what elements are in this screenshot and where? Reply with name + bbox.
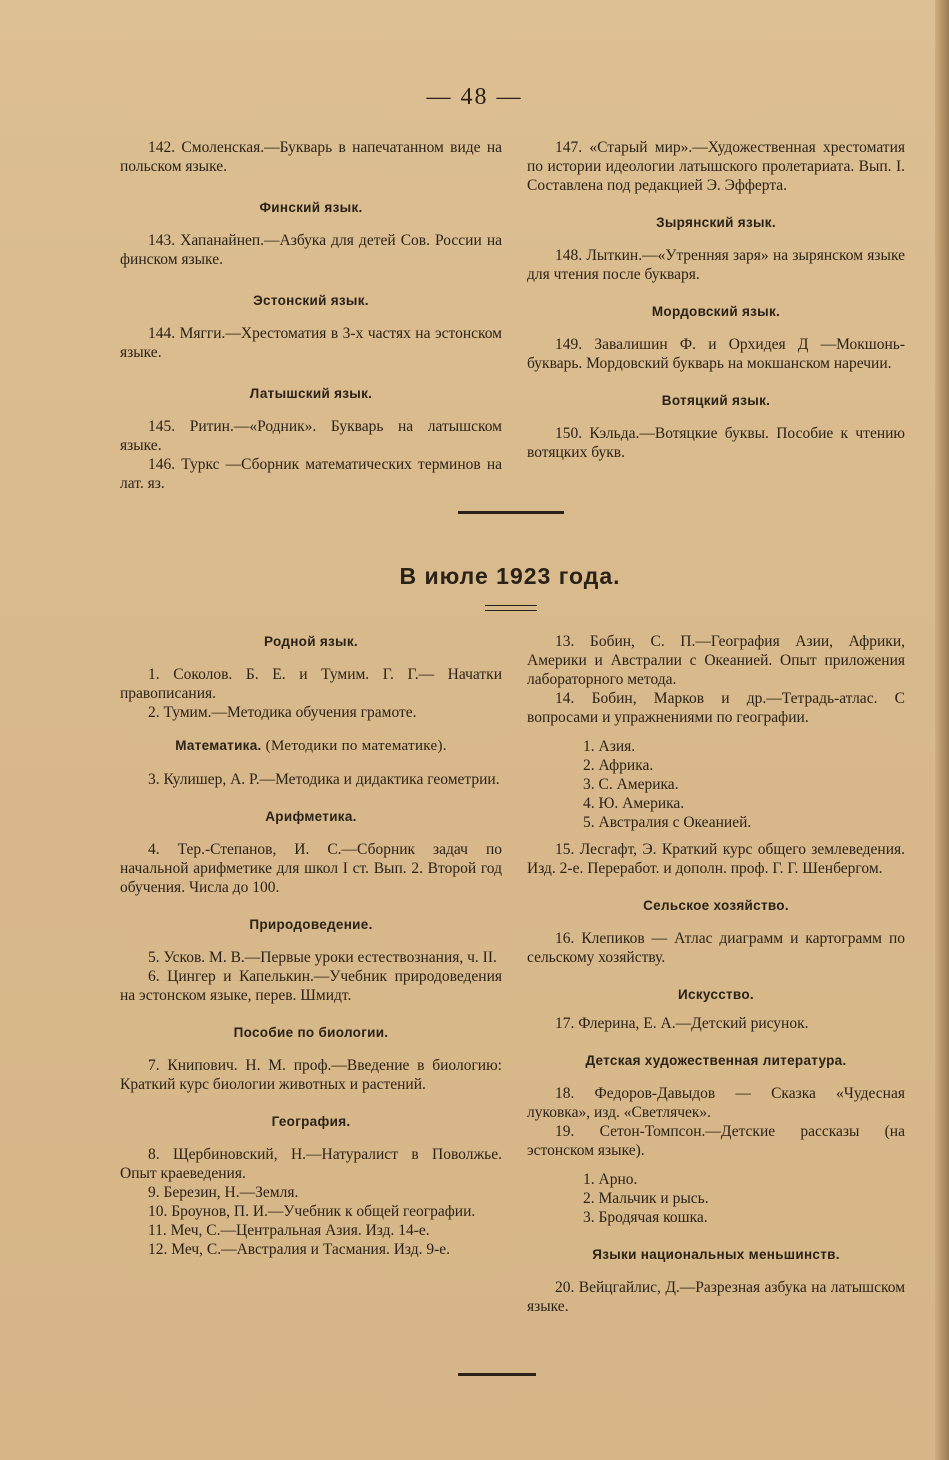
entry-7: 7. Книпович. Н. М. проф.—Введение в биологию: Краткий курс биологии животных и растений. (120, 1057, 502, 1093)
heading-agriculture: Сельское хозяйство. (643, 898, 789, 913)
entry-15: 15. Лесгафт, Э. Краткий курс общего землеведения. Изд. 2-е. Переработ. и дополн. проф. Г. Г. Шенбергом. (527, 841, 905, 877)
heading-biology: Пособие по биологии. (233, 1025, 389, 1040)
heading-mordvin: Мордовский язык. (651, 304, 781, 319)
list-item: 2. Африка. (583, 757, 654, 774)
bottom-right-column (527, 632, 905, 1316)
heading-arithmetic: Арифметика. (265, 809, 357, 824)
entry-143: 143. Хапанайнеп.—Азбука для детей Сов. России на финском языке. (120, 232, 502, 268)
list-item: 4. Ю. Америка. (583, 795, 685, 812)
entry-1: 1. Соколов. Б. Е. и Тумим. Г. Г.— Начатки правописания. (120, 666, 502, 702)
entry-17: 17. Флерина, Е. А.—Детский рисунок. (555, 1015, 809, 1032)
list-item: 3. С. Америка. (583, 776, 679, 793)
entry-2: 2. Тумим.—Методика обучения грамоте. (148, 704, 417, 721)
entry-16: 16. Клепиков — Атлас диаграмм и картограмм по сельскому хозяйству. (527, 930, 905, 966)
top-left-column (120, 138, 502, 493)
entry-6: 6. Цингер и Капелькин.—Учебник природоведения на эстонском языке, перев. Шмидт. (120, 968, 502, 1004)
entry-14: 14. Бобин, Марков и др.—Тетрадь-атлас. С вопросами и упражнениями по географии. (527, 690, 905, 726)
entry-147: 147. «Старый мир».—Художественная хрестоматия по истории идеологии латышского пролетариата. Вып. I. Составлена под редакцией Э. Эфферта. (527, 139, 905, 194)
title-underline-1 (485, 605, 537, 606)
entry-11: 11. Меч, С.—Центральная Азия. Изд. 14-е. (148, 1222, 430, 1239)
heading-native-language: Родной язык. (264, 634, 358, 649)
entry-5: 5. Усков. М. В.—Первые уроки естествознания, ч. II. (148, 949, 497, 966)
entry-19-list (527, 1170, 905, 1227)
entry-148: 148. Лыткин.—«Утренняя заря» на зырянском языке для чтения после букваря. (527, 247, 905, 283)
heading-mathematics-bold: Математика. (175, 738, 262, 753)
entry-12: 12. Меч, С.—Австралия и Тасмания. Изд. 9-е. (148, 1241, 451, 1258)
section-divider-top (458, 511, 564, 514)
entry-18: 18. Федоров-Давыдов — Сказка «Чудесная луковка», изд. «Светлячек». (527, 1085, 905, 1121)
entry-14-list (527, 737, 905, 832)
page-number: — 48 — (426, 84, 523, 110)
title-underline-2 (485, 610, 537, 611)
heading-zyryan: Зырянский язык. (656, 215, 776, 230)
list-item: 1. Арно. (583, 1171, 638, 1188)
page-edge (935, 0, 949, 1460)
entry-145: 145. Ритин.—«Родник». Букварь на латышском языке. (120, 418, 502, 454)
heading-finnish: Финский язык. (259, 200, 363, 215)
section-divider-bottom (458, 1373, 536, 1376)
heading-art: Искусство. (678, 987, 754, 1002)
entry-144: 144. Мягги.—Хрестоматия в 3-х частях на эстонском языке. (120, 325, 502, 361)
heading-mathematics (120, 736, 502, 756)
list-item: 2. Мальчик и рысь. (583, 1190, 709, 1207)
heading-mathematics-note: (Методики по математике). (265, 738, 447, 754)
entry-142: 142. Смоленская.—Букварь в напечатанном виде на польском языке. (120, 139, 502, 175)
list-item: 1. Азия. (583, 738, 636, 755)
entry-4: 4. Тер.-Степанов, И. С.—Сборник задач по начальной арифметике для школ I ст. Вып. 2. Второй год обучения. Числа до 100. (120, 841, 502, 896)
entry-19: 19. Сетон-Томпсон.—Детские рассказы (на эстонском языке). (527, 1123, 905, 1159)
heading-votyak: Вотяцкий язык. (661, 393, 771, 408)
list-item: 5. Австралия с Океанией. (583, 814, 752, 831)
entry-146: 146. Туркс —Сборник математических терминов на лат. яз. (120, 456, 502, 492)
entry-20: 20. Вейцгайлис, Д.—Разрезная азбука на латышском языке. (527, 1279, 905, 1315)
top-right-column (527, 138, 905, 462)
list-item: 3. Бродячая кошка. (583, 1209, 708, 1226)
heading-childrens-literature: Детская художественная литература. (585, 1053, 847, 1068)
heading-geography: География. (271, 1114, 351, 1129)
entry-149: 149. Завалишин Ф. и Орхидея Д —Мокшонь-букварь. Мордовский букварь на мокшанском наречии. (527, 336, 905, 372)
section-title: В июле 1923 года. (399, 563, 621, 589)
heading-nature-study: Природоведение. (249, 917, 373, 932)
entry-9: 9. Березин, Н.—Земля. (148, 1184, 299, 1201)
heading-latvian: Латышский язык. (249, 386, 373, 401)
entry-150: 150. Кэльда.—Вотяцкие буквы. Пособие к чтению вотяцких букв. (527, 425, 905, 461)
heading-estonian: Эстонский язык. (253, 293, 369, 308)
heading-minority-languages: Языки национальных меньшинств. (592, 1247, 840, 1262)
entry-13: 13. Бобин, С. П.—География Азии, Африки, Америки и Австралии с Океанией. Опыт приложения лабораторного метода. (527, 633, 905, 688)
entry-8: 8. Щербиновский, Н.—Натуралист в Поволжье. Опыт краеведения. (120, 1146, 502, 1182)
bottom-left-column (120, 632, 502, 1259)
entry-3: 3. Кулишер, А. Р.—Методика и дидактика геометрии. (148, 771, 500, 788)
entry-10: 10. Броунов, П. И.—Учебник к общей географии. (148, 1203, 476, 1220)
